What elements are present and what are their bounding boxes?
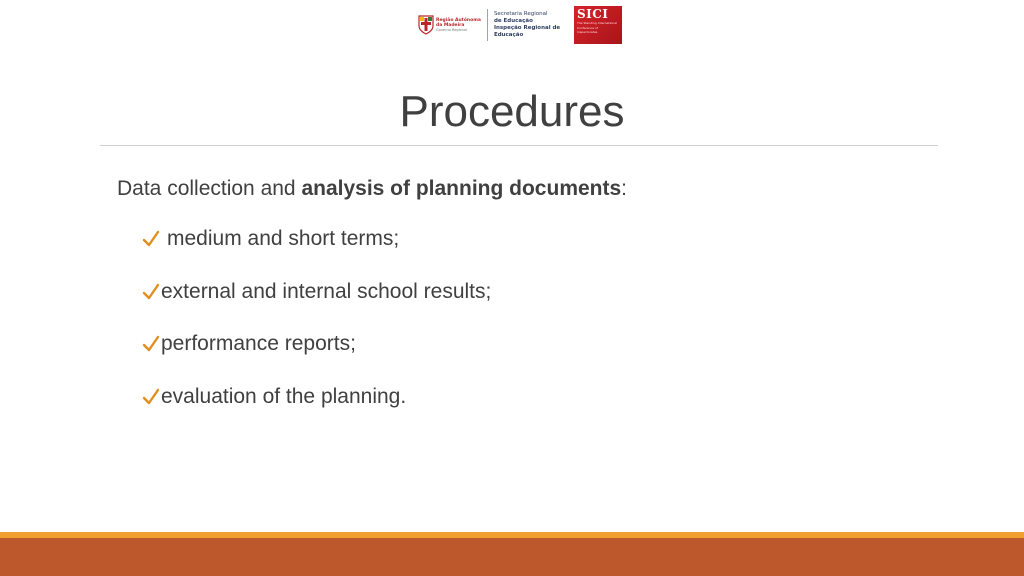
sre-logo-line3: Inspeção Regional de Educação — [493, 25, 561, 38]
intro-suffix: : — [621, 177, 628, 200]
sici-logo-line1: The Standing International — [576, 21, 617, 25]
sici-logo-line2: Conference of Inspectorates — [576, 26, 598, 34]
list-item-text: external and internal school results; — [161, 280, 492, 303]
madeira-cross-icon — [418, 15, 434, 35]
footer-band — [0, 538, 1024, 576]
madeira-logo-line1: Região Autónoma — [436, 17, 481, 23]
checkmark-icon — [142, 387, 160, 407]
intro-bold: analysis of planning documents — [301, 177, 622, 200]
sici-logo-title: SICI — [576, 7, 609, 21]
sre-logo-line2: de Educação — [493, 18, 533, 24]
header-logos — [418, 6, 622, 44]
logo-divider — [487, 9, 488, 41]
sre-logo — [494, 11, 572, 39]
list-item-text: performance reports; — [161, 332, 356, 355]
checkmark-icon — [142, 334, 160, 354]
intro-text — [117, 175, 627, 203]
title-divider — [100, 145, 938, 146]
intro-prefix: Data collection and — [117, 177, 302, 200]
list-item — [142, 225, 399, 253]
checkmark-icon — [142, 229, 160, 249]
list-item-text: evaluation of the planning. — [161, 385, 407, 408]
madeira-government-logo — [418, 6, 481, 44]
list-item-text: medium and short terms; — [167, 227, 400, 250]
madeira-logo-line3: Governo Regional — [436, 27, 468, 32]
list-item — [142, 383, 406, 411]
list-item — [142, 330, 356, 358]
slide-title: Procedures — [399, 87, 625, 136]
sici-logo — [574, 6, 622, 44]
sre-logo-line1: Secretaria Regional — [493, 11, 548, 17]
madeira-logo-line2: da Madeira — [436, 22, 465, 28]
list-item — [142, 278, 491, 306]
checkmark-icon — [142, 282, 160, 302]
